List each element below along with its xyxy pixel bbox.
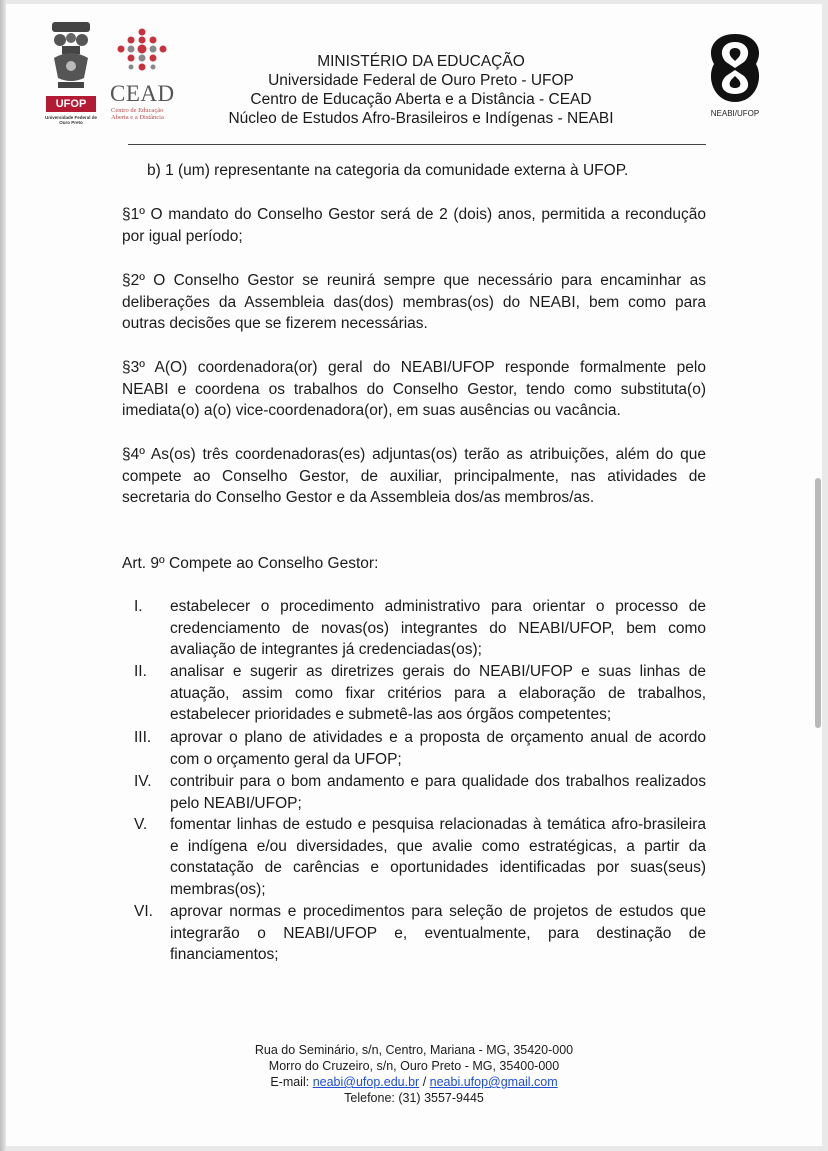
footer-email-separator: / bbox=[419, 1075, 430, 1089]
document-header bbox=[196, 52, 646, 128]
header-divider bbox=[128, 144, 706, 145]
footer-address-mariana: Rua do Seminário, s/n, Centro, Mariana - MG, 35420-000 bbox=[254, 1043, 574, 1057]
footer-email bbox=[214, 1074, 614, 1090]
ufop-logo bbox=[40, 18, 102, 136]
ufop-logo-subtitle: Universidade Federal de Ouro Preto bbox=[44, 115, 98, 125]
item-b: b) 1 (um) representante na categoria da comunidade externa à UFOP. bbox=[147, 162, 629, 179]
cead-logo-label: CEAD bbox=[110, 81, 175, 106]
list-item-text: estabelecer o procedimento administrativo para orientar o processo de credenciamento de novas(os) integrantes do NEABI/UFOP, bem como avaliação de integrantes já credenciadas(os); bbox=[170, 598, 706, 658]
list-item-number: VI. bbox=[134, 903, 153, 920]
list-item-text: aprovar o plano de atividades e a proposta de orçamento anual de acordo com o orçamento geral da UFOP; bbox=[170, 729, 706, 768]
list-item-number: II. bbox=[134, 663, 147, 680]
paragraph-4: §4º As(os) três coordenadoras(es) adjuntas(os) terão as atribuições, além do que compete ao Conselho Gestor, de auxiliar, principalmente, nas atividades de secretaria do Conselho Gestor e da Assembleia dos/as membros/as. bbox=[122, 446, 706, 506]
document-footer bbox=[214, 1042, 614, 1106]
list-item-text: aprovar normas e procedimentos para seleção de projetos de estudos que integrarão o NEABI/UFOP e, eventualmente, para destinação de financiamentos; bbox=[170, 903, 706, 963]
email-link-ufop[interactable]: neabi@ufop.edu.br bbox=[312, 1075, 420, 1089]
neabi-logo-caption: NEABI/UFOP bbox=[710, 109, 760, 118]
cead-logo-subtitle-line1: Centro de Educação bbox=[111, 107, 164, 114]
neabi-symbol-icon bbox=[700, 30, 770, 106]
paragraph-2: §2º O Conselho Gestor se reunirá sempre que necessário para encaminhar as deliberações da Assembleia das(dos) membras(os) do NEABI, bem como para outras decisões que se fizerem necessárias. bbox=[122, 272, 706, 332]
cead-logo-subtitle-line2: Aberta e a Distância bbox=[111, 114, 164, 121]
paragraph-3: §3º A(O) coordenadora(or) geral do NEABI/UFOP responde formalmente pelo NEABI e coordena os trabalhos do Conselho Gestor, tendo como substituta(o) imediata(o) a(o) vice-coordenadora(or), em suas ausências ou vacância. bbox=[122, 359, 706, 419]
cead-logo bbox=[107, 26, 185, 126]
cead-logo-subtitle bbox=[111, 107, 164, 121]
footer-phone: Telefone: (31) 3557-9445 bbox=[344, 1091, 484, 1105]
neabi-logo bbox=[700, 30, 770, 120]
article-heading: Art. 9º Compete ao Conselho Gestor: bbox=[122, 555, 379, 572]
header-center: Centro de Educação Aberta e a Distância - CEAD bbox=[250, 91, 592, 108]
list-item-number: V. bbox=[134, 816, 148, 833]
email-link-gmail[interactable]: neabi.ufop@gmail.com bbox=[429, 1075, 558, 1089]
header-university: Universidade Federal de Ouro Preto - UFOP bbox=[268, 72, 574, 89]
list-item-text: contribuir para o bom andamento e para qualidade dos trabalhos realizados pelo NEABI/UFOP; bbox=[170, 773, 706, 812]
list-item-number: IV. bbox=[134, 773, 152, 790]
footer-address-ouro-preto: Morro do Cruzeiro, s/n, Ouro Preto - MG, 35400-000 bbox=[268, 1059, 560, 1073]
list-item-text: analisar e sugerir as diretrizes gerais do NEABI/UFOP e suas linhas de atuação, assim como fixar critérios para a elaboração de trabalhos, estabelecer prioridades e submetê-las aos órgãos competentes; bbox=[170, 663, 706, 723]
list-item-number: I. bbox=[134, 598, 143, 615]
header-nucleus: Núcleo de Estudos Afro-Brasileiros e Indígenas - NEABI bbox=[228, 110, 614, 127]
ufop-emblem-icon bbox=[40, 18, 102, 98]
scrollbar-thumb[interactable] bbox=[815, 478, 821, 728]
header-ministry: MINISTÉRIO DA EDUCAÇÃO bbox=[317, 53, 525, 70]
cead-dots-icon bbox=[107, 26, 177, 82]
paragraph-1: §1º O mandato do Conselho Gestor será de 2 (dois) anos, permitida a recondução por igual período; bbox=[122, 206, 706, 245]
list-item-text: fomentar linhas de estudo e pesquisa relacionadas à temática afro-brasileira e indígena e/ou diversidades, que avalie como estratégicas, a partir da constatação de carências e oportunidades identificadas por suas(seus) membras(os); bbox=[170, 816, 706, 898]
list-item-number: III. bbox=[134, 729, 152, 746]
ufop-logo-label: UFOP bbox=[46, 96, 96, 112]
footer-email-prefix: E-mail: bbox=[270, 1075, 313, 1089]
